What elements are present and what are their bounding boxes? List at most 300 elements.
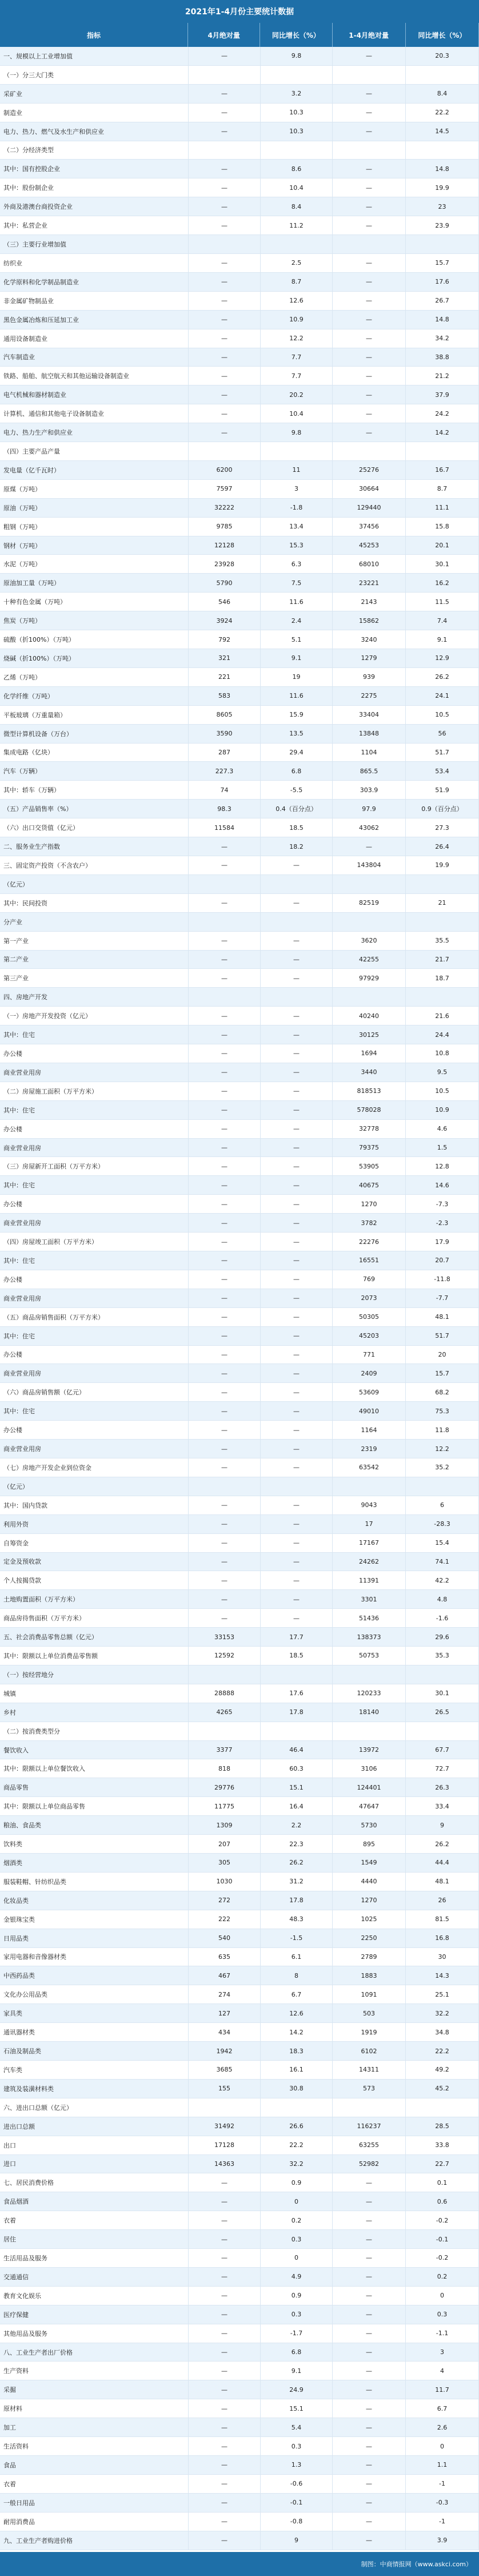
table-row [0, 1741, 479, 1760]
cell-ytd-value: 3782 [333, 1214, 406, 1233]
cell-ytd-value: 37456 [333, 518, 406, 536]
cell-april-value: — [189, 1458, 261, 1477]
cell-ytd-growth: 17.9 [406, 1233, 479, 1251]
cell-april-growth: — [261, 1214, 333, 1233]
cell-ytd-value: — [333, 348, 406, 367]
table-row [0, 348, 479, 367]
cell-indicator: 商业营业用房 [0, 1289, 189, 1308]
cell-april-value: — [189, 2456, 261, 2475]
cell-ytd-value: 40240 [333, 1007, 406, 1025]
table-row [0, 273, 479, 292]
cell-indicator: 三、固定资产投资（不含农户） [0, 856, 189, 875]
cell-april-value: 127 [189, 2004, 261, 2023]
cell-ytd-growth: 14.8 [406, 311, 479, 329]
cell-ytd-value: 18140 [333, 1703, 406, 1722]
cell-april-growth: 8.6 [261, 160, 333, 178]
cell-ytd-growth: 30.1 [406, 555, 479, 574]
cell-april-growth: 5.4 [261, 2418, 333, 2437]
cell-april-growth: 26.6 [261, 2117, 333, 2136]
cell-april-value: 98.3 [189, 800, 261, 818]
table-row [0, 2343, 479, 2362]
cell-april-growth: — [261, 1101, 333, 1120]
cell-april-growth: 15.9 [261, 706, 333, 725]
cell-april-growth: 46.4 [261, 1741, 333, 1760]
cell-indicator: （亿元） [0, 875, 189, 894]
cell-ytd-value: 3301 [333, 1590, 406, 1609]
cell-ytd-value: 1025 [333, 1910, 406, 1929]
cell-april-growth: 11.6 [261, 687, 333, 706]
cell-april-growth: 15.1 [261, 1778, 333, 1797]
cell-indicator: 商业营业用房 [0, 1139, 189, 1158]
table-row [0, 574, 479, 593]
cell-april-growth: 0.3 [261, 2305, 333, 2324]
table-row [0, 913, 479, 932]
table-row [0, 292, 479, 311]
cell-indicator: 水泥（万吨） [0, 555, 189, 574]
cell-ytd-growth: 51.9 [406, 781, 479, 800]
cell-april-value: 17128 [189, 2136, 261, 2155]
cell-april-growth: -0.1 [261, 2494, 333, 2513]
cell-ytd-value [333, 141, 406, 160]
cell-ytd-growth: 26.4 [406, 837, 479, 856]
cell-april-value: — [189, 1402, 261, 1421]
cell-april-value: — [189, 1440, 261, 1458]
cell-ytd-growth: 14.5 [406, 122, 479, 141]
table-row [0, 706, 479, 725]
table-row [0, 1722, 479, 1741]
cell-indicator: 生活用品及服务 [0, 2249, 189, 2268]
cell-ytd-growth: 33.4 [406, 1797, 479, 1816]
cell-indicator: （一）分三大门类 [0, 66, 189, 85]
cell-april-value: 3685 [189, 2061, 261, 2080]
cell-april-growth: 0.2 [261, 2211, 333, 2230]
table-row [0, 442, 479, 461]
cell-april-value: 8605 [189, 706, 261, 725]
cell-indicator: 采掘 [0, 2380, 189, 2399]
cell-april-growth [261, 1477, 333, 1496]
table-row [0, 894, 479, 913]
cell-ytd-value: 3620 [333, 932, 406, 951]
cell-ytd-value [333, 1665, 406, 1684]
cell-ytd-value: — [333, 2475, 406, 2494]
cell-indicator: 办公楼 [0, 1270, 189, 1289]
cell-april-growth: 4.9 [261, 2268, 333, 2287]
table-row [0, 141, 479, 160]
table-row [0, 1082, 479, 1101]
cell-indicator: 饮料类 [0, 1835, 189, 1854]
cell-april-value: — [189, 2494, 261, 2513]
cell-indicator: 汽车制造业 [0, 348, 189, 367]
cell-april-value: 467 [189, 1966, 261, 1985]
cell-april-value: 155 [189, 2080, 261, 2098]
table-row [0, 2192, 479, 2211]
cell-ytd-growth: 51.7 [406, 1327, 479, 1346]
cell-april-value: 274 [189, 1985, 261, 2004]
cell-ytd-growth: 0.9（百分点） [406, 800, 479, 818]
cell-ytd-value: — [333, 104, 406, 122]
cell-ytd-value: 53609 [333, 1383, 406, 1402]
cell-ytd-growth: 34.2 [406, 329, 479, 348]
cell-indicator: （亿元） [0, 1477, 189, 1496]
cell-april-growth: 13.5 [261, 725, 333, 744]
cell-ytd-value: 43062 [333, 818, 406, 837]
table-row [0, 2004, 479, 2023]
cell-indicator: 黑色金属冶炼和压延加工业 [0, 311, 189, 329]
cell-indicator: （二）房屋施工面积（万平方米） [0, 1082, 189, 1101]
cell-april-growth: 18.2 [261, 837, 333, 856]
cell-april-value: — [189, 104, 261, 122]
cell-april-growth: 17.6 [261, 1684, 333, 1703]
cell-ytd-value: 4440 [333, 1873, 406, 1891]
cell-ytd-growth: 44.4 [406, 1854, 479, 1873]
cell-ytd-value [333, 2098, 406, 2117]
table-row [0, 630, 479, 649]
cell-ytd-value: — [333, 2287, 406, 2305]
cell-indicator: 加工 [0, 2418, 189, 2437]
cell-indicator: 铁路、船舶、航空航天和其他运输设备制造业 [0, 367, 189, 385]
cell-ytd-growth: 0.2 [406, 2268, 479, 2287]
cell-ytd-value: 771 [333, 1346, 406, 1365]
cell-april-growth: 6.1 [261, 1948, 333, 1967]
cell-april-growth: 48.3 [261, 1910, 333, 1929]
table-row [0, 1609, 479, 1628]
cell-april-value [189, 1722, 261, 1741]
table-row [0, 1176, 479, 1195]
cell-indicator: 其中：私营企业 [0, 216, 189, 235]
table-row [0, 2098, 479, 2117]
cell-april-value: 5790 [189, 574, 261, 593]
cell-april-value: 31492 [189, 2117, 261, 2136]
cell-indicator: 餐饮收入 [0, 1741, 189, 1760]
cell-ytd-value: — [333, 2211, 406, 2230]
cell-ytd-growth: 30.1 [406, 1684, 479, 1703]
cell-indicator: 通用设备制造业 [0, 329, 189, 348]
cell-april-growth: 19 [261, 668, 333, 687]
table-row [0, 2362, 479, 2380]
cell-ytd-growth [406, 235, 479, 254]
table-row [0, 216, 479, 235]
cell-ytd-value: 939 [333, 668, 406, 687]
cell-april-growth: — [261, 1496, 333, 1515]
cell-april-growth: 9.8 [261, 423, 333, 442]
cell-april-growth: 10.4 [261, 178, 333, 197]
table-row [0, 1044, 479, 1063]
cell-ytd-value [333, 913, 406, 932]
cell-april-growth: — [261, 1346, 333, 1365]
cell-ytd-growth: 24.4 [406, 1025, 479, 1044]
cell-ytd-value: 15862 [333, 611, 406, 630]
table-row [0, 2380, 479, 2399]
table-row [0, 1402, 479, 1421]
cell-ytd-growth: -0.3 [406, 2494, 479, 2513]
cell-ytd-value: 1279 [333, 649, 406, 668]
cell-ytd-value: 503 [333, 2004, 406, 2023]
cell-indicator: 其他用品及服务 [0, 2324, 189, 2343]
table-row [0, 480, 479, 499]
cell-indicator: 其中：限额以上单位消费品零售额 [0, 1647, 189, 1665]
cell-indicator: 原材料 [0, 2399, 189, 2418]
cell-indicator: 商品零售 [0, 1778, 189, 1797]
table-row [0, 254, 479, 273]
cell-ytd-value [333, 1477, 406, 1496]
table-row [0, 1496, 479, 1515]
cell-april-value: — [189, 122, 261, 141]
cell-ytd-value: — [333, 2437, 406, 2456]
cell-indicator: 汽车（万辆） [0, 762, 189, 781]
cell-april-value: — [189, 178, 261, 197]
cell-indicator: 焦炭（万吨） [0, 611, 189, 630]
cell-april-value: — [189, 367, 261, 385]
cell-april-value [189, 66, 261, 85]
table-row [0, 2399, 479, 2418]
cell-indicator: （四）房屋竣工面积（万平方米） [0, 1233, 189, 1251]
cell-indicator: 乡村 [0, 1703, 189, 1722]
cell-indicator: （五）商品房销售面积（万平方米） [0, 1308, 189, 1327]
table-row [0, 856, 479, 875]
cell-ytd-growth: 1.1 [406, 2456, 479, 2475]
cell-indicator: 衣着 [0, 2211, 189, 2230]
cell-april-value: — [189, 2531, 261, 2550]
cell-indicator: 第三产业 [0, 969, 189, 988]
cell-april-value: 1942 [189, 2042, 261, 2061]
cell-april-value: — [189, 1515, 261, 1534]
table-row [0, 725, 479, 744]
cell-ytd-growth: 51.7 [406, 744, 479, 762]
cell-indicator: 发电量（亿千瓦时） [0, 461, 189, 480]
cell-ytd-value: 116237 [333, 2117, 406, 2136]
cell-april-value: — [189, 2268, 261, 2287]
cell-indicator: 进出口总额 [0, 2117, 189, 2136]
table-row [0, 1665, 479, 1684]
cell-ytd-growth: 26.2 [406, 1835, 479, 1854]
cell-april-value: — [189, 2380, 261, 2399]
cell-indicator: （一）按经营地分 [0, 1665, 189, 1684]
cell-ytd-growth: 19.9 [406, 178, 479, 197]
cell-ytd-value: — [333, 2324, 406, 2343]
cell-ytd-growth: 22.2 [406, 104, 479, 122]
cell-indicator: 家具类 [0, 2004, 189, 2023]
table-row [0, 875, 479, 894]
table-row [0, 1835, 479, 1854]
cell-april-growth: — [261, 1327, 333, 1346]
cell-ytd-growth: 68.2 [406, 1383, 479, 1402]
cell-april-value: — [189, 1270, 261, 1289]
cell-ytd-growth: 21.2 [406, 367, 479, 385]
cell-indicator: 出口 [0, 2136, 189, 2155]
table-row [0, 1590, 479, 1609]
table-row [0, 2305, 479, 2324]
cell-april-growth: 0.3 [261, 2437, 333, 2456]
table-row [0, 1929, 479, 1948]
cell-april-growth: 0.4（百分点） [261, 800, 333, 818]
cell-ytd-value: 2143 [333, 593, 406, 611]
cell-april-value: — [189, 1364, 261, 1383]
cell-april-value: 33153 [189, 1628, 261, 1647]
cell-april-value: — [189, 273, 261, 292]
cell-april-value: — [189, 2287, 261, 2305]
table-row [0, 1025, 479, 1044]
cell-april-value: — [189, 1327, 261, 1346]
cell-april-growth: — [261, 1270, 333, 1289]
cell-ytd-growth: 6.7 [406, 2399, 479, 2418]
cell-april-value: 12128 [189, 536, 261, 555]
cell-indicator: 生活资料 [0, 2437, 189, 2456]
cell-ytd-value: 45203 [333, 1327, 406, 1346]
table-row [0, 1383, 479, 1402]
cell-ytd-value: 79375 [333, 1139, 406, 1158]
cell-indicator: （二）按消费类型分 [0, 1722, 189, 1741]
table-row [0, 2080, 479, 2098]
cell-ytd-growth: -11.8 [406, 1270, 479, 1289]
cell-indicator: （三）房屋新开工面积（万平方米） [0, 1157, 189, 1176]
cell-indicator: 办公楼 [0, 1421, 189, 1440]
cell-indicator: （一）房地产开发投资（亿元） [0, 1007, 189, 1025]
cell-ytd-growth: 14.6 [406, 1176, 479, 1195]
cell-ytd-value: 120233 [333, 1684, 406, 1703]
table-row [0, 932, 479, 951]
cell-ytd-growth: 0 [406, 2287, 479, 2305]
cell-ytd-value: — [333, 2268, 406, 2287]
cell-ytd-value: 25276 [333, 461, 406, 480]
table-row [0, 2475, 479, 2494]
cell-april-growth: 15.3 [261, 536, 333, 555]
cell-ytd-value: 129440 [333, 499, 406, 518]
table-row [0, 329, 479, 348]
cell-indicator: （五）产品销售率（%） [0, 800, 189, 818]
cell-indicator: 其中：住宅 [0, 1402, 189, 1421]
table-row [0, 2023, 479, 2042]
cell-ytd-growth: 23.9 [406, 216, 479, 235]
cell-april-growth: — [261, 1176, 333, 1195]
cell-april-growth: 12.2 [261, 329, 333, 348]
cell-ytd-growth: 6 [406, 1496, 479, 1515]
cell-ytd-growth: -1 [406, 2475, 479, 2494]
cell-ytd-value: — [333, 2173, 406, 2192]
cell-ytd-growth: 8.7 [406, 480, 479, 499]
cell-indicator: 烧碱（折100%）（万吨） [0, 649, 189, 668]
table-row [0, 1571, 479, 1590]
cell-ytd-growth [406, 66, 479, 85]
cell-april-growth [261, 235, 333, 254]
table-row [0, 1778, 479, 1797]
table-row [0, 2456, 479, 2475]
cell-ytd-growth: 11.7 [406, 2380, 479, 2399]
cell-ytd-growth: 28.5 [406, 2117, 479, 2136]
cell-ytd-growth: 74.1 [406, 1553, 479, 1572]
cell-april-value: — [189, 2437, 261, 2456]
cell-april-growth: 8 [261, 1966, 333, 1985]
cell-indicator: （二）分经济类型 [0, 141, 189, 160]
cell-ytd-value: 50305 [333, 1308, 406, 1327]
cell-ytd-growth: 26.2 [406, 668, 479, 687]
cell-indicator: 办公楼 [0, 1195, 189, 1214]
cell-april-value [189, 442, 261, 461]
cell-april-value: — [189, 2230, 261, 2249]
cell-indicator: 一般日用品 [0, 2494, 189, 2513]
cell-ytd-growth: -7.3 [406, 1195, 479, 1214]
cell-ytd-value: 5730 [333, 1816, 406, 1835]
cell-april-value: — [189, 404, 261, 423]
cell-indicator: 食品烟酒 [0, 2192, 189, 2211]
cell-april-growth: — [261, 1364, 333, 1383]
cell-ytd-value: — [333, 2494, 406, 2513]
cell-april-growth: — [261, 1421, 333, 1440]
cell-ytd-value: — [333, 2531, 406, 2550]
table-row [0, 122, 479, 141]
cell-ytd-value: 2409 [333, 1364, 406, 1383]
cell-indicator: 八、工业生产者出厂价格 [0, 2343, 189, 2362]
cell-ytd-growth: 21 [406, 894, 479, 913]
cell-ytd-growth [406, 442, 479, 461]
cell-ytd-growth: 10.5 [406, 706, 479, 725]
table-row [0, 385, 479, 404]
cell-april-value: 305 [189, 1854, 261, 1873]
cell-ytd-value: — [333, 404, 406, 423]
cell-ytd-value: 2073 [333, 1289, 406, 1308]
cell-indicator: 粗钢（万吨） [0, 518, 189, 536]
cell-indicator: 原油（万吨） [0, 499, 189, 518]
cell-ytd-value: 50753 [333, 1647, 406, 1665]
cell-ytd-value: 573 [333, 2080, 406, 2098]
cell-ytd-value: — [333, 2343, 406, 2362]
cell-indicator: 化妆品类 [0, 1891, 189, 1910]
cell-april-growth: 2.4 [261, 611, 333, 630]
cell-ytd-growth: 11.1 [406, 499, 479, 518]
cell-april-value: — [189, 1421, 261, 1440]
table-row [0, 367, 479, 385]
table-row [0, 518, 479, 536]
cell-indicator: 电力、热力、燃气及水生产和供应业 [0, 122, 189, 141]
cell-ytd-value [333, 988, 406, 1007]
cell-april-value: — [189, 1383, 261, 1402]
cell-indicator: （四）主要产品产量 [0, 442, 189, 461]
table-row [0, 988, 479, 1007]
cell-april-growth: — [261, 1308, 333, 1327]
cell-ytd-value: — [333, 85, 406, 104]
cell-april-growth: -1.8 [261, 499, 333, 518]
cell-ytd-growth: 22.2 [406, 2042, 479, 2061]
cell-april-growth: — [261, 1139, 333, 1158]
cell-ytd-value: 97.9 [333, 800, 406, 818]
cell-april-value: 792 [189, 630, 261, 649]
table-row [0, 1910, 479, 1929]
cell-ytd-growth: 4.6 [406, 1120, 479, 1139]
cell-ytd-value: 124401 [333, 1778, 406, 1797]
cell-indicator: 居住 [0, 2230, 189, 2249]
cell-indicator: 非金属矿物制品业 [0, 292, 189, 311]
table-row [0, 2531, 479, 2550]
cell-april-value: 207 [189, 1835, 261, 1854]
cell-april-growth: 15.1 [261, 2399, 333, 2418]
cell-april-value: 14363 [189, 2155, 261, 2174]
cell-april-growth: 11.6 [261, 593, 333, 611]
cell-indicator: 第二产业 [0, 951, 189, 969]
cell-ytd-value: 14311 [333, 2061, 406, 2080]
cell-ytd-value: 33404 [333, 706, 406, 725]
cell-ytd-growth: 4 [406, 2362, 479, 2380]
cell-april-growth: 26.2 [261, 1854, 333, 1873]
table-row [0, 1346, 479, 1365]
cell-ytd-growth: 0.6 [406, 2192, 479, 2211]
table-row [0, 1891, 479, 1910]
cell-april-growth: 30.8 [261, 2080, 333, 2098]
cell-april-growth: — [261, 1044, 333, 1063]
cell-april-growth: 6.8 [261, 762, 333, 781]
cell-indicator: 乙烯（万吨） [0, 668, 189, 687]
cell-april-growth: 12.6 [261, 292, 333, 311]
cell-april-growth: 18.5 [261, 818, 333, 837]
cell-ytd-growth: 8.4 [406, 85, 479, 104]
